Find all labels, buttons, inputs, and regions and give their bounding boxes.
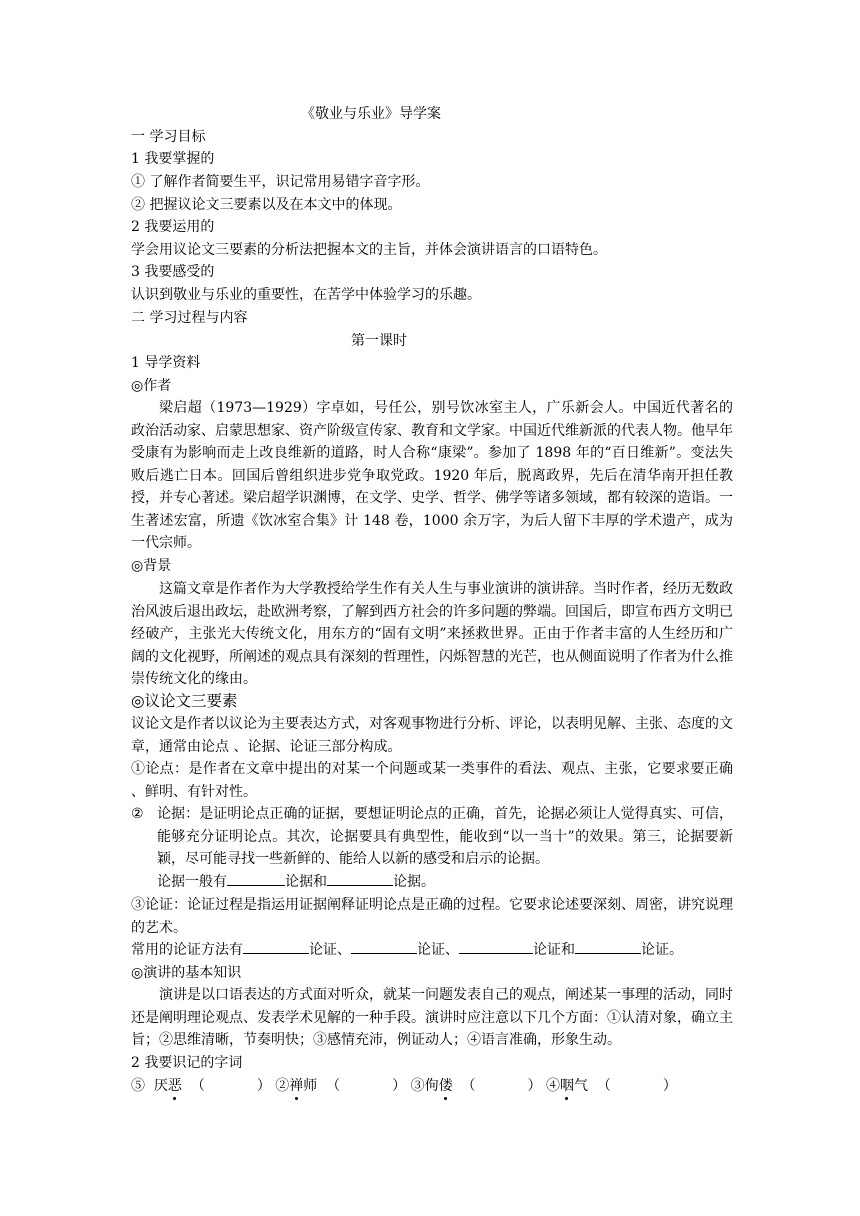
method-fill-text-4: 论证和: [533, 942, 575, 958]
argumentation-paragraph: ③论证：论证过程是指运用证据阐释证明论点是正确的过程。它要求论述要深刻、周密，讲究说理的艺术。: [131, 897, 733, 936]
dotted-char: 咽: [559, 1078, 574, 1094]
method-fill-text-3: 论证、: [417, 942, 459, 958]
apply-text: 学会用议论文三要素的分析法把握本文的主旨，并体会演讲语言的口语特色。: [131, 242, 607, 258]
goal-item-1: ① 了解作者简要生平，识记常用易错字音字形。: [131, 174, 430, 190]
evidence-paragraph: 论据：是证明论点正确的证据，要想证明论点的正确，首先，论据必须让人觉得真实、可信， 能够充分证明论点。其次，论据要具有典型性，能收到“以一当十”的效果。第三，论据要新颖，尽可能寻找一些新鲜的、能给人以新的感受和启示的论据。: [157, 806, 733, 867]
three-elements-heading: ◎议论文三要素: [131, 692, 238, 710]
lesson-heading: 第一课时: [351, 333, 407, 349]
subheading-materials: 1 导学资料: [131, 355, 201, 371]
evidence-fill-text-3: 论据。: [393, 874, 435, 890]
background-paragraph: 这篇文章是作者作为大学教授给学生作有关人生与事业演讲的演讲辞。当时作者，经历无数政治风波后退出政坛，赴欧洲考察，了解到西方社会的许多问题的弊端。回国后，即宣布西方文明已经破产，主张光大传统文化，用东方的“固有文明”来拯救世界。正由于作者丰富的人生经历和广阔的文化视野，所阐述的观点具有深刻的哲理性，闪烁智慧的光芒，也从侧面说明了作者为什么推崇传统文化的缘由。: [131, 581, 733, 687]
word-item-1: ⑤ 厌恶 （ ）: [131, 1078, 271, 1094]
evidence-number: ②: [131, 806, 144, 822]
evidence-type-blank-2[interactable]: [327, 871, 393, 886]
method-fill-text-5: 论证。: [641, 942, 683, 958]
subheading-master: 1 我要掌握的: [131, 151, 215, 167]
word-item-3: ③佝偻 （ ）: [410, 1078, 542, 1094]
word-list: [131, 1075, 677, 1098]
section-heading-goals: 一 学习目标: [131, 129, 206, 145]
method-blank-1[interactable]: [243, 939, 309, 954]
subheading-words: 2 我要识记的字词: [131, 1055, 243, 1071]
argument-point-paragraph: ①论点：是作者在文章中提出的对某一个问题或某一类事件的看法、观点、主张，它要求要正确 、鲜明、有针对性。: [131, 761, 733, 800]
speech-paragraph: 演讲是以口语表达的方式面对听众，就某一问题发表自己的观点，阐述某一事理的活动，同时还是阐明理论观点、发表学术见解的一种手段。演讲时应注意以下几个方面：①认清对象，确立主旨；②思维清晰，节奏明快；③感情充沛，例证动人；④语言准确，形象生动。: [131, 987, 733, 1048]
three-elements-paragraph: 议论文是作者以议论为主要表达方式，对客观事物进行分析、评论，以表明见解、主张、态度的文章，通常由论点 、论据、论证三部分构成。: [131, 716, 733, 755]
method-blank-2[interactable]: [351, 939, 417, 954]
speech-heading: ◎演讲的基本知识: [131, 965, 242, 981]
evidence-fill-text-1: 论据一般有: [157, 874, 227, 890]
feel-text: 认识到敬业与乐业的重要性，在苦学中体验学习的乐趣。: [131, 287, 481, 303]
subheading-apply: 2 我要运用的: [131, 219, 215, 235]
evidence-type-blank-1[interactable]: [227, 871, 285, 886]
method-blank-4[interactable]: [575, 939, 641, 954]
background-heading: ◎背景: [131, 558, 172, 574]
evidence-fill-text-2: 论据和: [285, 874, 327, 890]
method-fill-line: [131, 939, 683, 962]
section-heading-process: 二 学习过程与内容: [131, 310, 248, 326]
dotted-char: 禅: [289, 1078, 304, 1094]
goal-item-2: ② 把握议论文三要素以及在本文中的体现。: [131, 197, 402, 213]
method-blank-3[interactable]: [459, 939, 533, 954]
subheading-feel: 3 我要感受的: [131, 264, 215, 280]
word-item-2: ②禅师 （ ）: [275, 1078, 407, 1094]
author-heading: ◎作者: [131, 378, 172, 394]
word-item-4: ④咽气 （ ）: [545, 1078, 677, 1094]
evidence-fill-line: [157, 871, 435, 894]
document-title: 《敬业与乐业》导学案: [301, 106, 441, 122]
dotted-char: 恶: [167, 1078, 182, 1094]
method-fill-text-1: 常用的论证方法有: [131, 942, 243, 958]
author-paragraph: 梁启超（1973—1929）字卓如，号任公，别号饮冰室主人，广乐新会人。中国近代著名的政治活动家、启蒙思想家、资产阶级宣传家、教育和文学家。中国近代维新派的代表人物。他早年受康有为影响而走上改良维新的道路，时人合称“康梁”。参加了 1898 年的“百日维新”。变法失败后逃亡日本。回国后曾组织进步党争取党政。1920 年后，脱离政界，先后在清华南开担任教授，并专心著述。梁启超学识渊博，在文学、史学、哲学、佛学等诸多领域，都有较深的造诣。一生著述宏富，所遗《饮冰室合集》计 148 卷，1000 余万字，为后人留下丰厚的学术遗产，成为一代宗师。: [131, 400, 733, 551]
dotted-char: 偻: [438, 1078, 453, 1094]
method-fill-text-2: 论证、: [309, 942, 351, 958]
